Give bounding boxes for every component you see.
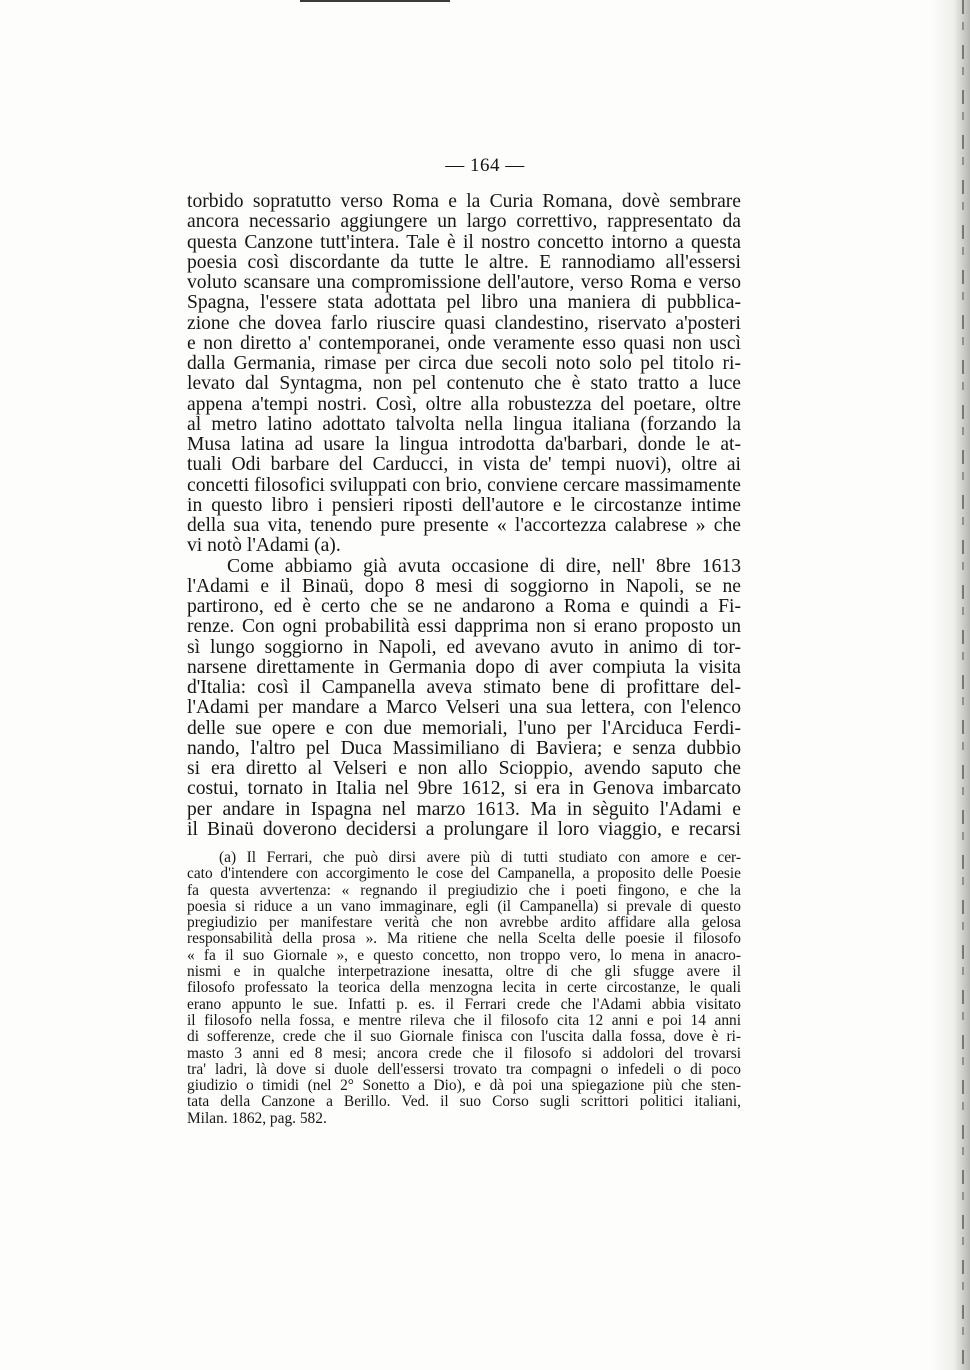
- footnote-line: nismi e in qualche interpetrazione inesatta, oltre di che gli sfugge avere il: [187, 963, 741, 981]
- body-line: torbido sopratutto verso Roma e la Curia Romana, dovè sembrare: [187, 191, 741, 212]
- body-line: zione che dovea farlo riuscire quasi clandestino, riservato a'posteri: [187, 312, 741, 334]
- body-line: sì lungo soggiorno in Napoli, ed avevano avuto in animo di tor-: [187, 636, 741, 658]
- footnote-line: tata della Canzone a Berillo. Ved. il suo Corso sugli scrittori politici italiani,: [187, 1093, 741, 1111]
- scan-edge-line: [962, 0, 964, 1370]
- body-line: delle sue opere e con due memoriali, l'uno per l'Arciduca Ferdi-: [187, 717, 741, 739]
- body-line: per andare in Ispagna nel marzo 1613. Ma in sèguito l'Adami e: [187, 798, 741, 820]
- footnote-line: erano appunto le sue. Infatti p. es. il Ferrari crede che l'Adami abbia visitato: [187, 995, 741, 1013]
- body-line: l'Adami e il Binaü, dopo 8 mesi di soggiorno in Napoli, se ne: [187, 575, 741, 597]
- body-line: concetti filosofici sviluppati con brio, conviene cercare massimamente: [187, 474, 741, 496]
- body-line: dalla Germania, rimase per circa due secoli noto solo pel titolo ri-: [187, 353, 741, 374]
- body-line: della sua vita, tenendo pure presente « l'accortezza calabrese » che: [187, 515, 741, 536]
- scan-edge-shadow: [930, 0, 970, 1370]
- footnote: [187, 850, 741, 1127]
- body-line: costui, tornato in Italia nel 9bre 1612, si era in Genova imbarcato: [187, 778, 741, 800]
- body-line: questa Canzone tutt'intera. Tale è il nostro concetto intorno a questa: [187, 231, 741, 253]
- body-line: d'Italia: così il Campanella aveva stimato bene di profittare del-: [187, 677, 741, 698]
- body-line: narsene direttamente in Germania dopo di aver compiuta la visita: [187, 656, 741, 678]
- body-line: il Binaü doverono decidersi a prolungare il loro viaggio, e recarsi: [187, 818, 741, 840]
- footnote-line: filosofo professato la teorica della menzogna lecita in certe circostanze, le quali: [187, 979, 741, 997]
- footnote-line: poesia si riduce a un vano immaginare, egli (il Campanella) si prevale di questo: [187, 897, 741, 915]
- footnote-line: cato d'intendere con accorgimento le cose del Campanella, a proposito delle Poesie: [187, 865, 741, 883]
- body-line: Come abbiamo già avuta occasione di dire, nell' 8bre 1613: [227, 555, 741, 577]
- body-line: poesia così discordante da tutte le altre. E rannodiamo all'essersi: [187, 251, 741, 273]
- body-line: si era diretto al Velseri e non allo Scioppio, avendo saputo che: [187, 758, 741, 779]
- body-line: renze. Con ogni probabilità essi dapprima non si erano proposto un: [187, 616, 741, 638]
- body-line: voluto scansare una compromissione dell'autore, verso Roma e verso: [187, 272, 741, 293]
- footnote-line: responsabilità della prosa ». Ma ritiene che nella Scelta delle poesie il filosofo: [187, 930, 741, 948]
- footnote-line: « fa il suo Giornale », e questo concetto, non troppo vero, lo mena in anacro-: [187, 946, 741, 964]
- body-line: l'Adami per mandare a Marco Velseri una sua lettera, con l'elenco: [187, 697, 741, 719]
- body-line: in questo libro i pensieri riposti dell'autore e le circostanze intime: [187, 494, 741, 516]
- footnote-line: pregiudizio per manifestare verità che non avrebbe ardito affidare alla gelosa: [187, 914, 741, 932]
- footnote-line: masto 3 anni ed 8 mesi; ancora crede che il filosofo si addolori del trovarsi: [187, 1044, 741, 1062]
- body-text: [187, 192, 741, 840]
- body-line: appena a'tempi nostri. Così, oltre alla robustezza del poetare, oltre: [187, 393, 741, 415]
- body-line: partirono, ed è certo che se ne andarono a Roma e quindi a Fi-: [187, 596, 741, 617]
- footnote-line: Milan. 1862, pag. 582.: [187, 1109, 327, 1127]
- body-line: tuali Odi barbare del Carducci, in vista de' tempi nuovi), oltre ai: [187, 454, 741, 476]
- top-rule: [300, 0, 450, 2]
- footnote-line: fa questa avvertenza: « regnando il pregiudizio che i poeti fingono, e che la: [187, 881, 741, 899]
- body-line: nando, l'altro pel Duca Massimiliano di Baviera; e senza dubbio: [187, 737, 741, 759]
- footnote-line: (a) Il Ferrari, che può dirsi avere più di tutti studiato con amore e cer-: [219, 849, 741, 866]
- body-line: Musa latina ad usare la lingua introdotta da'barbari, donde le at-: [187, 434, 741, 455]
- body-line: Spagna, l'essere stata adottata pel libro una maniera di pubblica-: [187, 292, 741, 314]
- body-line: levato dal Syntagma, non pel contenuto che è stato tratto a luce: [187, 373, 741, 395]
- footnote-line: di sofferenze, crede che il suo Giornale finisca con l'uscita dalla fossa, dove è ri-: [187, 1028, 741, 1046]
- footnote-line: giudizio o timidi (nel 2° Sonetto a Dio), e dà poi una spiegazione più che sten-: [187, 1077, 741, 1095]
- footnote-line: il filosofo nella fossa, e mentre rileva che il filosofo cita 12 anni e poi 14 anni: [187, 1011, 741, 1029]
- body-line: e non diretto a' contemporanei, onde veramente esso quasi non uscì: [187, 332, 741, 354]
- body-line: ancora necessario aggiungere un largo correttivo, rappresentato da: [187, 211, 741, 233]
- body-line: vi notò l'Adami (a).: [187, 535, 341, 557]
- footnote-line: tra' ladri, là dove si duole dell'essersi trovato tra compagni o infedeli o di poco: [187, 1060, 741, 1078]
- body-line: al metro latino adottato talvolta nella lingua italiana (forzando la: [187, 413, 741, 435]
- page-number: — 164 —: [445, 155, 525, 176]
